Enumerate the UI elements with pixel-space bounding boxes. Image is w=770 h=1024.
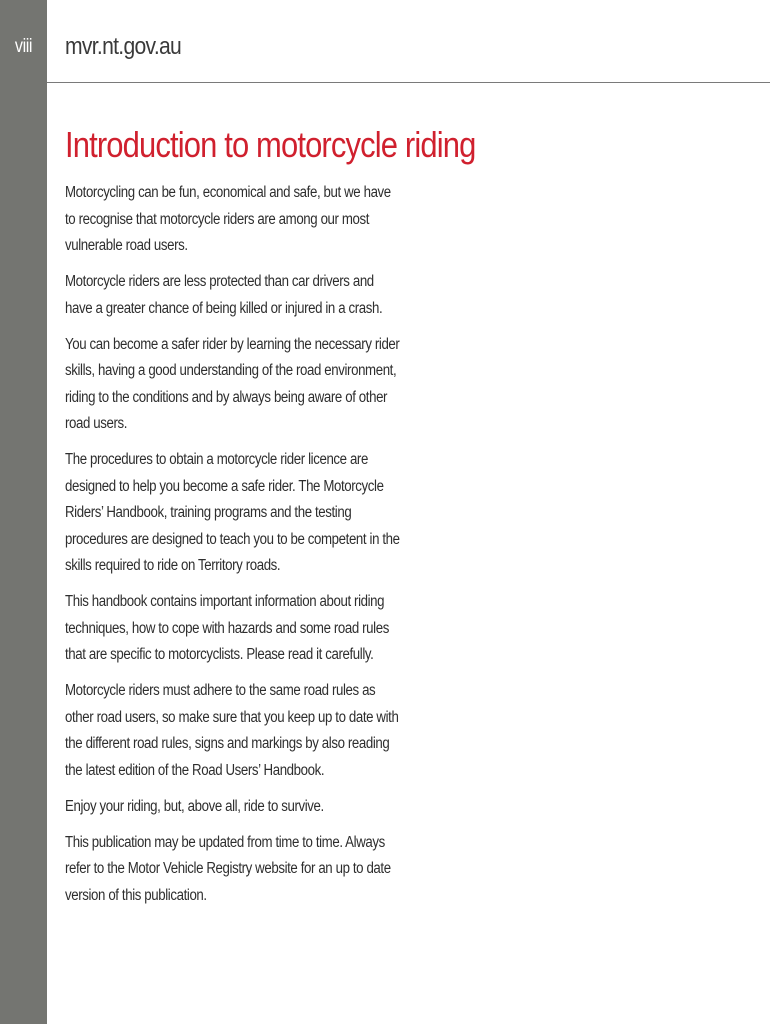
paragraph-line: skills, having a good understanding of the road environment, bbox=[65, 362, 397, 379]
page-number: viii bbox=[14, 36, 33, 57]
site-url: mvr.nt.gov.au bbox=[65, 33, 182, 60]
paragraph bbox=[65, 447, 420, 580]
paragraph bbox=[65, 589, 420, 669]
paragraph-line: This handbook contains important information about riding bbox=[65, 593, 385, 610]
header-divider bbox=[47, 82, 770, 83]
body-text bbox=[65, 180, 420, 919]
paragraph-line: Riders’ Handbook, training programs and the testing bbox=[65, 504, 352, 521]
paragraph-line: that are specific to motorcyclists. Please read it carefully. bbox=[65, 646, 374, 663]
paragraph-line: version of this publication. bbox=[65, 886, 207, 904]
paragraph bbox=[65, 678, 420, 784]
paragraph-line: Motorcycle riders are less protected than car drivers and bbox=[65, 273, 374, 290]
paragraph-line: Motorcycling can be fun, economical and safe, but we have bbox=[65, 184, 391, 201]
paragraph-line: Enjoy your riding, but, above all, ride to survive. bbox=[65, 797, 324, 815]
paragraph-line: skills required to ride on Territory roads. bbox=[65, 557, 281, 574]
paragraph bbox=[65, 180, 420, 260]
side-bar bbox=[0, 0, 47, 1024]
paragraph-line: You can become a safer rider by learning the necessary rider bbox=[65, 335, 400, 353]
paragraph-line: vulnerable road users. bbox=[65, 237, 188, 254]
paragraph-line: techniques, how to cope with hazards and some road rules bbox=[65, 619, 389, 637]
paragraph-line: procedures are designed to teach you to be competent in the bbox=[65, 530, 400, 548]
paragraph-line: road users. bbox=[65, 415, 128, 432]
paragraph-line: The procedures to obtain a motorcycle rider licence are bbox=[65, 451, 368, 468]
paragraph bbox=[65, 794, 420, 821]
paragraph bbox=[65, 332, 420, 438]
paragraph-line: designed to help you become a safe rider. The Motorcycle bbox=[65, 477, 384, 495]
paragraph-line: other road users, so make sure that you keep up to date with bbox=[65, 708, 399, 726]
paragraph-line: refer to the Motor Vehicle Registry website for an up to date bbox=[65, 860, 391, 877]
paragraph-line: the latest edition of the Road Users’ Handbook. bbox=[65, 761, 325, 779]
paragraph bbox=[65, 269, 420, 322]
page-title: Introduction to motorcycle riding bbox=[65, 124, 476, 165]
paragraph-line: have a greater chance of being killed or injured in a crash. bbox=[65, 299, 383, 317]
paragraph-line: the different road rules, signs and markings by also reading bbox=[65, 735, 390, 752]
paragraph bbox=[65, 830, 420, 910]
paragraph-line: riding to the conditions and by always being aware of other bbox=[65, 388, 388, 406]
paragraph-line: to recognise that motorcycle riders are among our most bbox=[65, 210, 370, 228]
paragraph-line: This publication may be updated from time to time. Always bbox=[65, 833, 385, 851]
paragraph-line: Motorcycle riders must adhere to the same road rules as bbox=[65, 682, 376, 699]
